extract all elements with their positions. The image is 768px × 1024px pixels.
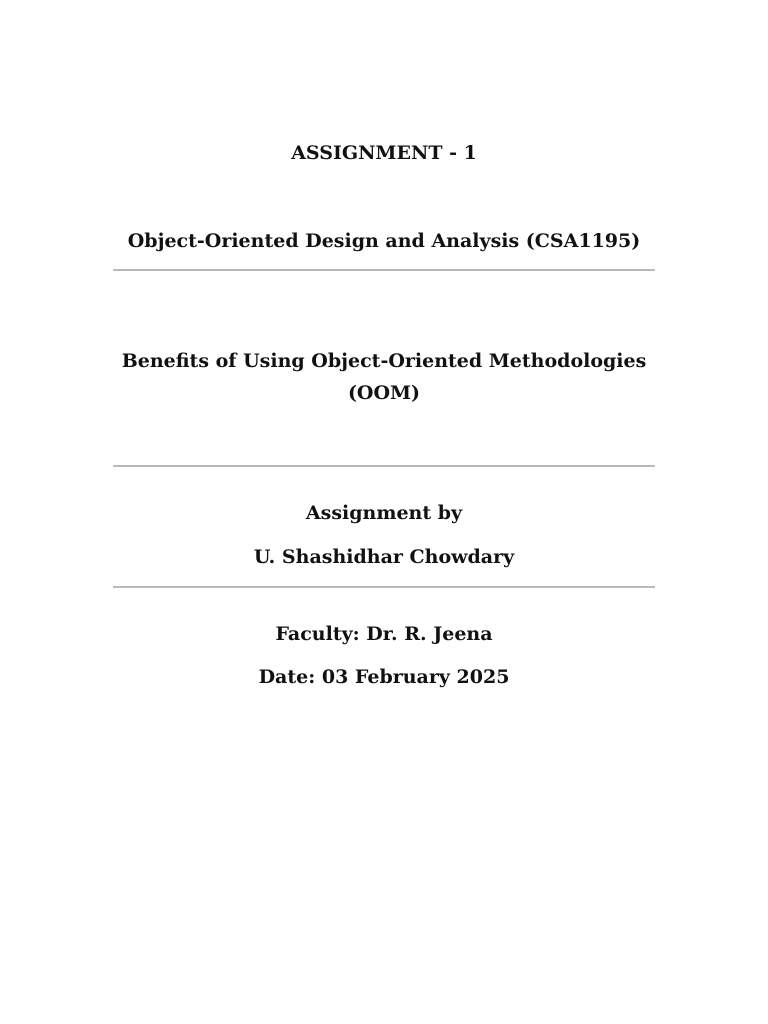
submission-date: Date: 03 February 2025 (258, 666, 510, 688)
author-label: Assignment by (305, 502, 463, 524)
topic-title-line-2: (OOM) (347, 382, 421, 404)
divider-3 (113, 586, 655, 588)
author-name: U. Shashidhar Chowdary (253, 546, 515, 568)
assignment-label: ASSIGNMENT - 1 (291, 142, 477, 164)
faculty-name: Faculty: Dr. R. Jeena (275, 623, 493, 645)
course-title: Object-Oriented Design and Analysis (CSA1195) (127, 230, 641, 252)
topic-title-line-1: Benefits of Using Object-Oriented Methodologies (121, 350, 647, 372)
divider-1 (113, 269, 655, 271)
divider-2 (113, 465, 655, 467)
